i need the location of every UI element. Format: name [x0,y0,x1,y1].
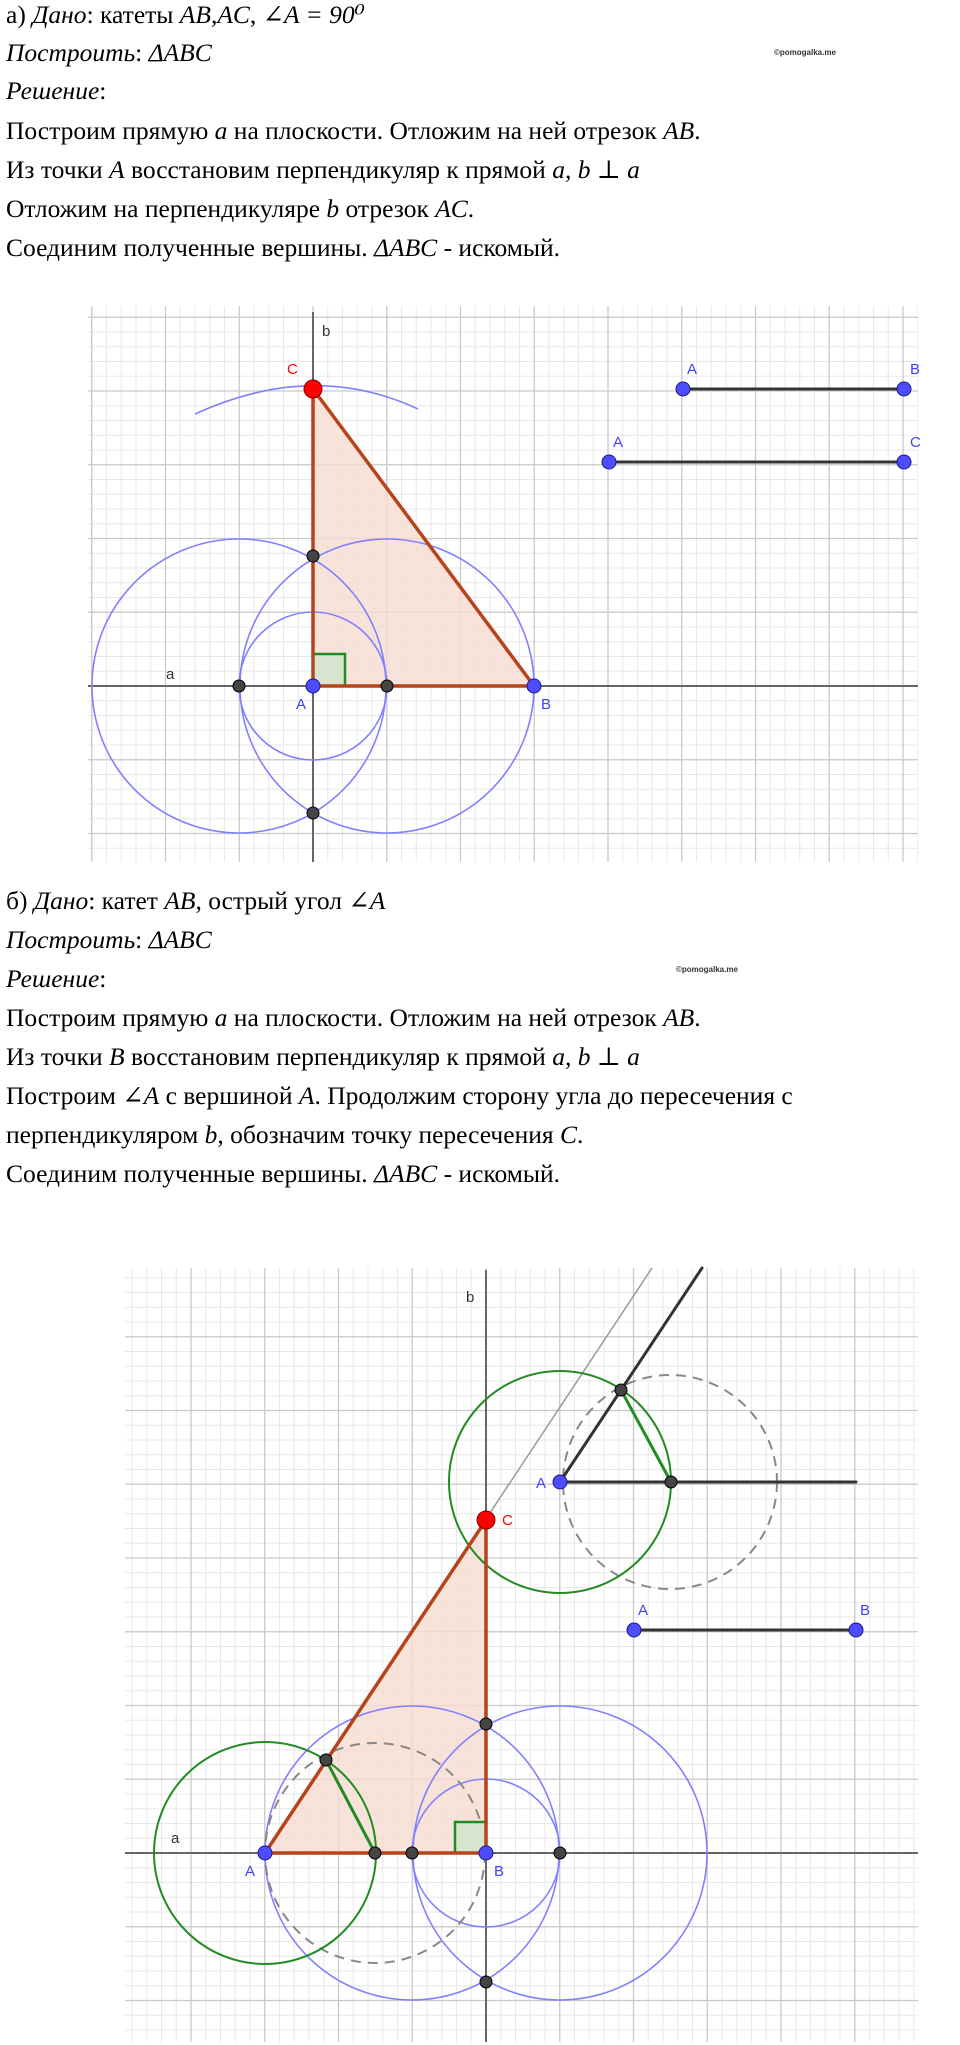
seg2-start-label: A [613,434,624,451]
seg1-start-label: A [687,361,698,378]
text-run: a [214,1003,228,1032]
text-run: - искомый. [437,233,561,262]
text-run: : катеты [86,0,180,29]
text-run: . [694,1003,701,1032]
text-run: : [135,38,149,67]
point-a-label: A [296,696,307,713]
text-run: : катет [88,886,165,915]
seg-start-label: A [638,1602,649,1619]
seg-end-label: B [860,1602,871,1619]
point-intersection [554,1847,566,1859]
text-run: B [109,1042,125,1071]
text-run: Из точки [6,1042,109,1071]
text-run: C [559,1120,577,1149]
text-run: Отложим на перпендикуляре [6,194,327,223]
text-run: . [576,1120,584,1149]
text-run: с вершиной [159,1081,299,1110]
text-run: Построить [6,38,136,67]
point-intersection [480,1718,492,1730]
seg-end-point [849,1623,863,1637]
point-intersection [320,1754,332,1766]
watermark: ©pomogalka.me [774,48,836,57]
point-a [258,1846,272,1860]
text-run: . Продолжим сторону угла до пересечения с [314,1081,793,1110]
text-run: - искомый. [437,1159,561,1188]
text-run: AB [663,116,695,145]
text-run: ∠A = 90⁰ [262,0,365,29]
watermark: ©pomogalka.me [676,965,738,974]
text-run: Дано [33,886,89,915]
text-run: Решение [6,964,100,993]
point-intersection [480,1976,492,1988]
text-run: на плоскости. Отложим на ней отрезок [227,116,664,145]
text-run: Построить [6,925,136,954]
text-run: а) [6,0,33,29]
text-run: AB [164,886,196,915]
text-run: Построим прямую [6,1003,215,1032]
text-run: перпендикуляром [6,1120,205,1149]
point-c-label: C [287,361,298,378]
text-run: , обозначим точку пересечения [217,1120,560,1149]
text-run: ΔABC [374,233,438,262]
text-run: б) [6,886,34,915]
text-run: AC [435,194,468,223]
text-run: AB [663,1003,695,1032]
point-c [477,1511,495,1529]
angle-vertex-label: A [536,1475,547,1492]
text-run: : [99,964,107,993]
dashed-circles [265,1375,777,1963]
text-run: , [249,0,263,29]
text-run: . [694,116,701,145]
text-run: восстановим перпендикуляр к прямой [124,1042,553,1071]
line-b-label: b [322,323,331,340]
text-run: a, b ⊥ a [552,1042,640,1071]
point-intersection [406,1847,418,1859]
text-run: ΔABC [148,925,212,954]
point-a-label: A [245,1863,256,1880]
text-run: Решение [6,76,100,105]
text-run: восстановим перпендикуляр к прямой [124,155,553,184]
text-run: A [109,155,125,184]
point-b-label: B [494,1863,505,1880]
text-run: . [467,194,475,223]
point-intersection [369,1847,381,1859]
point-intersection [615,1384,627,1396]
text-run: : [99,76,107,105]
text-run: Соединим полученные вершины. [6,233,375,262]
text-run: на плоскости. Отложим на ней отрезок [227,1003,664,1032]
text-run: , острый угол [195,886,349,915]
point-b [479,1846,493,1860]
text-run: отрезок [339,194,436,223]
text-run: Построим [6,1081,123,1110]
text-run: a, b ⊥ a [552,155,640,184]
angle-vertex-point [553,1475,567,1489]
text-run: Построим прямую [6,116,215,145]
text-run: ΔABC [148,38,212,67]
text-run: ∠A [348,886,386,915]
seg-start-point [627,1623,641,1637]
text-run: Соединим полученные вершины. [6,1159,375,1188]
line-b-label: b [466,1289,475,1306]
seg2-end-label: C [910,434,921,451]
point-b-label: B [541,696,552,713]
text-run: a [214,116,228,145]
text-run: Дано [32,0,87,29]
text-run: : [135,925,149,954]
point-c-label: C [502,1512,513,1529]
seg1-end-label: B [910,361,921,378]
point-intersection [665,1476,677,1488]
text-run: Из точки [6,155,109,184]
text-run: b [326,194,340,223]
line-a-label: a [171,1830,180,1847]
text-run: b [204,1120,218,1149]
text-run: AB,AC [179,0,250,29]
text-run: ∠A [122,1081,160,1110]
text-run: ΔABC [374,1159,438,1188]
text-run: A [298,1081,315,1110]
line-a-label: a [166,666,175,683]
